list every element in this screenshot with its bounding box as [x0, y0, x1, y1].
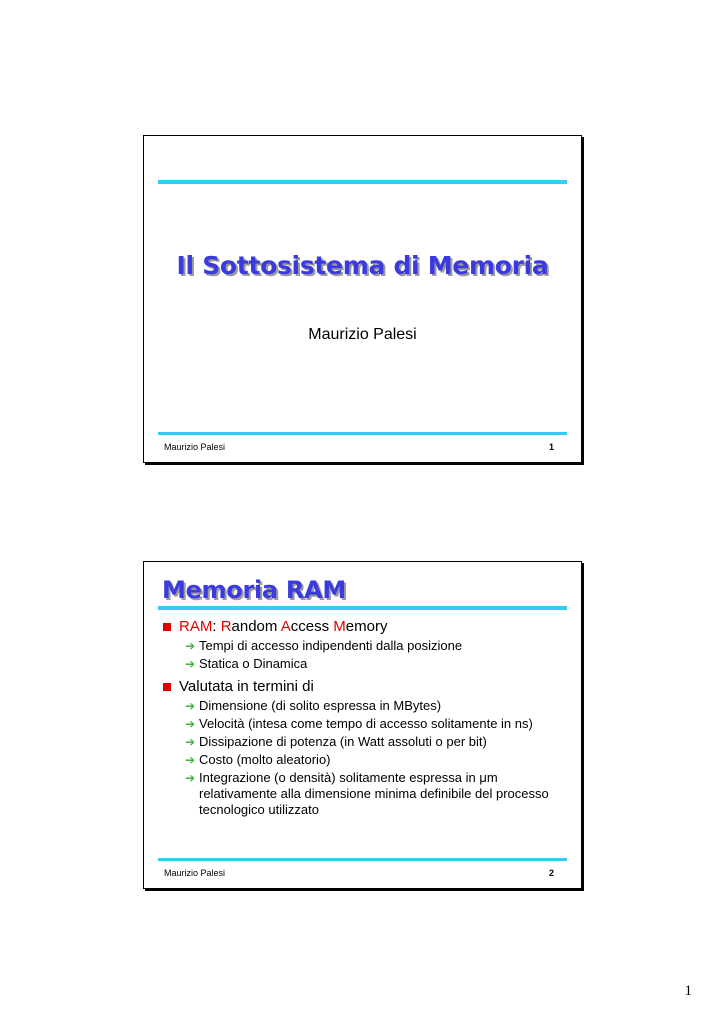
sub-bullet-text: Tempi di accesso indipendenti dalla posizione: [199, 638, 463, 653]
ram-word-emory: emory: [345, 618, 388, 635]
arrow-right-icon: ➔: [185, 657, 196, 671]
bullet-ram-text: [179, 618, 387, 636]
bullet-ram: [162, 618, 562, 636]
sub-bullet-text: Dimensione (di solito espressa in MBytes): [199, 698, 442, 713]
slide-2-title: Memoria RAM: [162, 576, 346, 604]
square-bullet-icon: [163, 683, 171, 691]
slide-2: [143, 561, 582, 889]
sub-bullet: [185, 656, 562, 672]
arrow-right-icon: ➔: [185, 771, 196, 785]
arrow-right-icon: ➔: [185, 753, 196, 767]
sub-bullet-text: Costo (molto aleatorio): [199, 752, 331, 767]
title-rule: [158, 180, 567, 184]
sub-bullet-text: Integrazione (o densità) solitamente espressa in μm relativamente alla dimensione minima definibile del processo tecnologico utilizzato: [199, 770, 549, 817]
slide-1-number: 1: [548, 442, 554, 452]
sub-bullet-text: Velocità (intesa come tempo di accesso solitamente in ns): [199, 716, 533, 731]
bullet-valutata-text: Valutata in termini di: [179, 678, 314, 695]
bullet-valutata: [162, 678, 562, 696]
slide-1-footer: Maurizio Palesi: [164, 442, 226, 452]
square-bullet-icon: [163, 623, 171, 631]
sub-bullet: [185, 638, 562, 654]
slide-1: [143, 135, 582, 463]
sub-bullet: [185, 770, 562, 818]
slide-1-author: Maurizio Palesi: [308, 326, 417, 343]
title-rule: [158, 606, 567, 610]
sub-bullet-text: Dissipazione di potenza (in Watt assoluti o per bit): [199, 734, 487, 749]
slide-2-number: 2: [548, 868, 554, 878]
sub-bullet: [185, 752, 562, 768]
ram-letter-a: A: [280, 618, 291, 635]
arrow-right-icon: ➔: [185, 717, 196, 731]
ram-colon: :: [212, 618, 221, 635]
arrow-right-icon: ➔: [185, 639, 196, 653]
page-number: 1: [684, 983, 692, 999]
footer-rule: [158, 432, 567, 435]
slide-1-title: Il Sottosistema di Memoria: [176, 251, 549, 280]
ram-letter-m: M: [333, 618, 346, 635]
arrow-right-icon: ➔: [185, 735, 196, 749]
arrow-right-icon: ➔: [185, 699, 196, 713]
slide-2-content: [162, 618, 562, 820]
ram-acronym: RAM: [179, 618, 213, 635]
ram-word-andom: andom: [231, 618, 281, 635]
sub-bullet-text: Statica o Dinamica: [199, 656, 308, 671]
sub-bullet: [185, 734, 562, 750]
slide-2-footer: Maurizio Palesi: [164, 868, 226, 878]
footer-rule: [158, 858, 567, 861]
sub-bullet: [185, 698, 562, 714]
ram-word-ccess: ccess: [290, 618, 334, 635]
ram-letter-r: R: [220, 618, 232, 635]
sub-bullet: [185, 716, 562, 732]
